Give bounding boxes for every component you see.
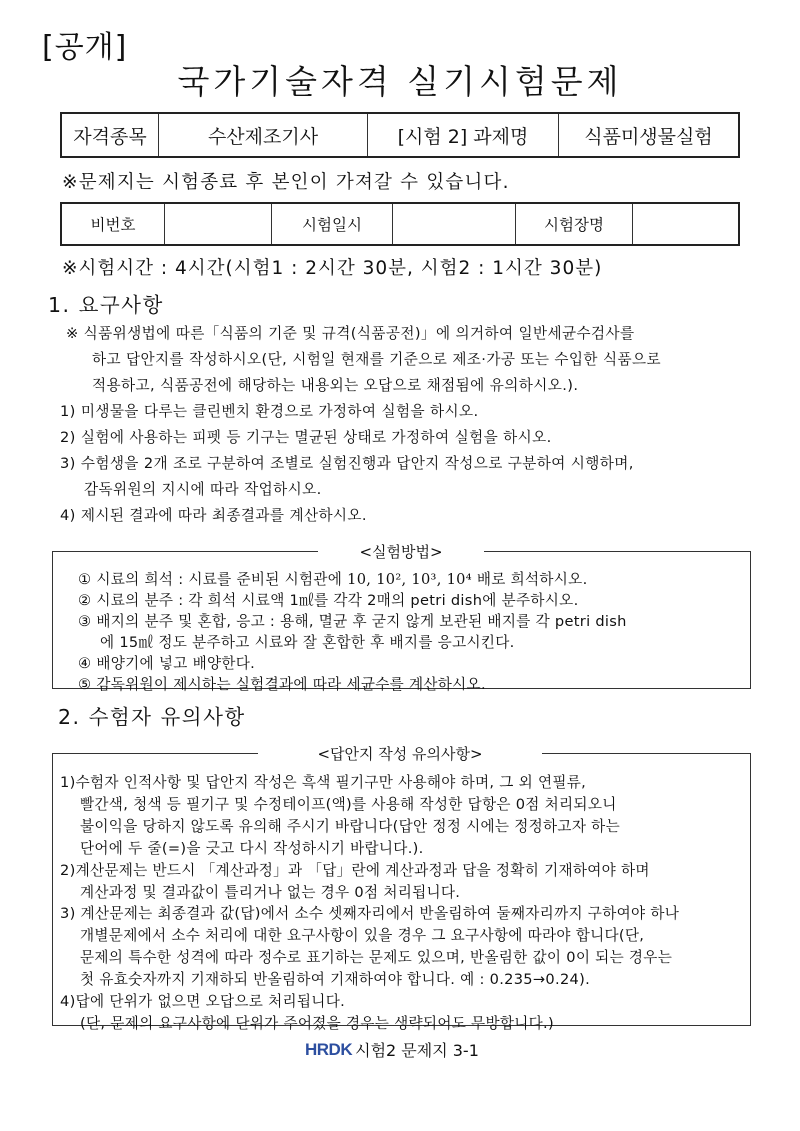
method-step-1-prefix: ① 시료의 희석 : 시료를 준비된 시험관에 (78, 571, 348, 588)
requirement-line: 감독위원의 지시에 따라 작업하시오. (84, 481, 322, 498)
page-title: 국가기술자격 실기시험문제 (177, 62, 623, 101)
caution-line: 4)답에 단위가 없으면 오답으로 처리됩니다. (60, 993, 346, 1011)
method-step-1 (78, 569, 627, 590)
method-caption: <실험방법> (359, 543, 443, 561)
method-box-divider (484, 551, 750, 552)
requirement-line: 3) 수험생을 2개 조로 구분하여 조별로 실험진행과 답안지 작성으로 구분하여 시행하며, (60, 455, 634, 472)
cautions-box-divider (52, 753, 258, 754)
requirement-line: 하고 답안지를 작성하시오(단, 시험일 현재를 기준으로 제조·가공 또는 수입한 식품으로 (92, 351, 661, 368)
requirement-line: ※ 식품위생법에 따른「식품의 기준 및 규격(식품공전)」에 의거하여 일반세균수검사를 (66, 325, 635, 342)
method-step-4: ④ 배양기에 넣고 배양한다. (78, 655, 256, 672)
requirement-line: 적용하고, 식품공전에 해당하는 내용외는 오답으로 채점됨에 유의하시오.). (92, 377, 579, 394)
cautions-caption: <답안지 작성 유의사항> (317, 745, 483, 763)
caution-line: 계산과정 및 결과값이 틀리거나 없는 경우 0점 처리됩니다. (80, 883, 461, 901)
qualification-table (60, 112, 740, 158)
exam-venue-field[interactable] (633, 203, 740, 245)
caution-line: 빨간색, 청색 등 필기구 및 수정테이프(액)를 사용해 작성한 답항은 0점 처리되오니 (80, 795, 617, 813)
notice-text: ※문제지는 시험종료 후 본인이 가져갈 수 있습니다. (62, 172, 510, 193)
dilution-values: 10, 10², 10³, 10⁴ (347, 571, 472, 588)
caution-line: 불이익을 당하지 않도록 유의해 주시기 바랍니다(답안 정정 시에는 정정하고자 하는 (80, 817, 620, 835)
exam-time: ※시험시간 : 4시간(시험1 : 2시간 30분, 시험2 : 1시간 30분) (62, 258, 603, 279)
section-requirements-heading: 1. 요구사항 (48, 293, 164, 317)
section-cautions-heading: 2. 수험자 유의사항 (58, 705, 246, 729)
method-box-divider (52, 551, 318, 552)
requirement-line: 1) 미생물을 다루는 클린벤치 환경으로 가정하여 실험을 하시오. (60, 403, 479, 420)
caution-line: 첫 유효숫자까지 기재하되 반올림하여 기재하여야 합니다. 예 : 0.235→0.24). (80, 971, 591, 989)
caution-line: (단, 문제의 요구사항에 단위가 주어졌을 경우는 생략되어도 무방합니다.) (80, 1014, 554, 1032)
method-step-3-cont: 에 15㎖ 정도 분주하고 시료와 잘 혼합한 후 배지를 응고시킨다. (100, 634, 515, 651)
caution-line: 개별문제에서 소수 처리에 대한 요구사항이 있을 경우 그 요구사항에 따라야 합니다(단, (80, 927, 645, 945)
seat-number-field[interactable] (165, 203, 272, 245)
qualification-label: 자격종목 (61, 113, 159, 157)
public-tag: [공개] (42, 30, 128, 65)
caution-line: 문제의 특수한 성격에 따라 정수로 표기하는 문제도 있으며, 반올림한 값이 0이 되는 경우는 (80, 949, 673, 967)
exam-venue-label: 시험장명 (516, 203, 633, 245)
footer-page-label: 시험2 문제지 3-1 (355, 1041, 479, 1060)
hrdk-logo: HRDK (305, 1039, 353, 1059)
caution-line: 1)수험자 인적사항 및 답안지 작성은 흑색 필기구만 사용해야 하며, 그 외 연필류, (60, 774, 587, 791)
exam-date-label: 시험일시 (272, 203, 393, 245)
method-step-1-suffix: 배로 희석하시오. (471, 571, 588, 588)
qualification-value: 수산제조기사 (159, 113, 368, 157)
requirement-line: 4) 제시된 결과에 따라 최종결과를 계산하시오. (60, 507, 367, 524)
page-footer (305, 1038, 479, 1061)
method-step-2: ② 시료의 분주 : 각 희석 시료액 1㎖를 각각 2매의 petri dish에 분주하시오. (78, 592, 579, 609)
caution-line: 단어에 두 줄(=)을 긋고 다시 작성하시기 바랍니다.). (80, 839, 424, 857)
method-step-3: ③ 배지의 분주 및 혼합, 응고 : 용해, 멸균 후 굳지 않게 보관된 배지를 각 petri dish (78, 613, 627, 630)
caution-line: 3) 계산문제는 최종결과 값(답)에서 소수 셋째자리에서 반올림하여 둘째자리까지 구하여야 하나 (60, 905, 680, 923)
method-step-5: ⑤ 감독위원이 제시하는 실험결과에 따라 세균수를 계산하시오. (78, 676, 486, 693)
seat-number-label: 비번호 (61, 203, 165, 245)
exam-date-field[interactable] (393, 203, 516, 245)
cautions-list (60, 772, 679, 1035)
requirement-line: 2) 실험에 사용하는 피펫 등 기구는 멸균된 상태로 가정하여 실험을 하시오. (60, 429, 552, 446)
exam-info-table (60, 202, 740, 246)
task-value: 식품미생물실험 (559, 113, 740, 157)
method-steps (78, 569, 627, 695)
task-label: [시험 2] 과제명 (368, 113, 559, 157)
requirements-list (60, 321, 780, 529)
cautions-box-divider (542, 753, 750, 754)
caution-line: 2)계산문제는 반드시 「계산과정」과 「답」란에 계산과정과 답을 정확히 기재하여야 하며 (60, 861, 650, 879)
